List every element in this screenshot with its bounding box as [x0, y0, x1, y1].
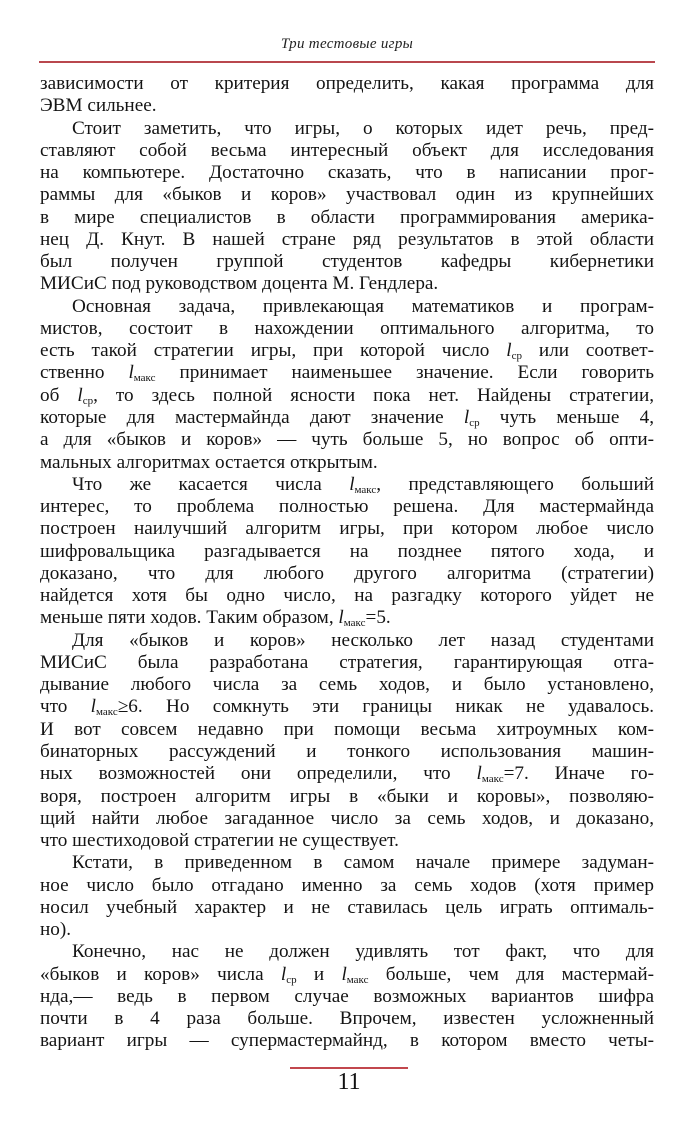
- text-line: Стоит заметить, что игры, о которых идет речь, пред-: [72, 117, 654, 139]
- text-line: найдется хотя бы одно число, на разгадку которого уйдет не: [40, 585, 654, 607]
- text-line: доказано, что для любого другого алгоритма (стратегии): [40, 562, 654, 584]
- text-line: мальных алгоритмах остается открытым.: [40, 451, 378, 473]
- math-variable: $l_{макс}$: [476, 763, 504, 786]
- text-line: И вот совсем недавно при помощи весьма хитроумных ком-: [40, 718, 654, 740]
- math-variable: $l_{макс}$: [349, 473, 377, 496]
- text-line: нец Д. Кнут. В нашей стране ряд результатов в этой области: [40, 228, 654, 250]
- text-line: носил учебный характер и не ставилась цель играть оптималь-: [40, 896, 654, 918]
- text-line: МИСиС была разработана стратегия, гарантирующая отга-: [40, 651, 654, 673]
- text-line: был получен группой студентов кафедры кибернетики: [40, 251, 654, 273]
- paragraph: [40, 630, 654, 853]
- text-line: мистов, состоит в нахождении оптимального алгоритма, то: [40, 317, 654, 339]
- text-line: ственно $l_{макс}$ принимает наименьшее значение. Если говорить: [40, 362, 654, 385]
- math-variable: $l_{ср}$: [506, 340, 523, 363]
- math-variable: $l_{макс}$: [90, 696, 118, 719]
- text-line: Конечно, нас не должен удивлять тот факт, что для: [72, 941, 654, 963]
- paragraph: [40, 296, 654, 474]
- text-line: МИСиС под руководством доцента М. Гендлера.: [40, 273, 439, 295]
- math-variable: $l_{ср}$: [77, 384, 94, 407]
- text-line: раммы для «быков и коров» участвовал один из крупнейших: [40, 184, 654, 206]
- math-variable: $l_{макс}$: [341, 963, 369, 986]
- text-line: меньше пяти ходов. Таким образом, $l_{макс}=5$.: [40, 607, 391, 630]
- math-variable: $l_{макс}$: [338, 607, 366, 630]
- text-line: Для «быков и коров» несколько лет назад студентами: [72, 629, 654, 651]
- text-line: щий найти любое загаданное число за семь ходов, и доказано,: [40, 807, 654, 829]
- text-line: что шестиходовой стратегии не существует.: [40, 830, 399, 852]
- text-line: ное число было отгадано именно за семь ходов (хотя пример: [40, 874, 654, 896]
- text-line: бинаторных рассуждений и тонкого использования машин-: [40, 740, 654, 762]
- text-line: об $l_{ср}$, то здесь полной ясности пока нет. Найдены стратегии,: [40, 384, 655, 407]
- running-head: Три тестовые игры: [280, 36, 414, 52]
- paragraph: [40, 941, 654, 1052]
- paragraph: [40, 474, 654, 630]
- header-rule: [39, 61, 655, 63]
- text-line: Основная задача, привлекающая математиков и програм-: [72, 295, 654, 317]
- text-line: Что же касается числа $l_{макс}$, представляющего больший: [72, 473, 654, 496]
- paragraph: [40, 118, 654, 296]
- text-line: которые для мастермайнда дают значение $l_{ср}$ чуть меньше 4,: [40, 406, 654, 429]
- paragraph: [40, 73, 654, 118]
- text-line: нда,— ведь в первом случае возможных вариантов шифра: [40, 985, 654, 1007]
- text-line: ных возможностей они определили, что $l_{макс}=7$. Иначе го-: [40, 763, 654, 786]
- text-line: зависимости от критерия определить, какая программа для: [40, 73, 654, 94]
- paragraph: [40, 852, 654, 941]
- text-line: в мире специалистов в области программирования америка-: [40, 206, 654, 228]
- text-line: ЭВМ сильнее.: [40, 95, 157, 117]
- page-number: 11: [337, 1069, 361, 1095]
- math-variable: $l_{ср}$: [463, 406, 480, 429]
- math-variable: $l_{ср}$: [280, 963, 297, 986]
- text-line: воря, построен алгоритм игры в «быки и коровы», позволяю-: [40, 785, 654, 807]
- text-line: есть такой стратегии игры, при которой число $l_{ср}$ или соответ-: [40, 340, 654, 363]
- text-line: на компьютере. Достаточно сказать, что в написании прог-: [40, 162, 654, 184]
- text-line: но).: [40, 919, 72, 941]
- text-line: ставляют собой весьма интересный объект для исследования: [40, 139, 654, 161]
- text-line: «быков и коров» числа $l_{ср}$ и $l_{макс}$ больше, чем для мастермай-: [40, 963, 654, 986]
- body-text: [40, 73, 654, 1053]
- text-line: вариант игры — супермастермайнд, в котором вместо четы-: [40, 1030, 654, 1052]
- text-line: что $l_{макс}\ge 6$. Но сомкнуть эти границы никак не удавалось.: [40, 696, 654, 719]
- text-line: построен наилучший алгоритм игры, при котором любое число: [40, 518, 654, 540]
- text-line: дывание любого числа за семь ходов, и было установлено,: [40, 674, 654, 696]
- text-line: а для «быков и коров» — чуть больше 5, но вопрос об опти-: [40, 429, 654, 451]
- text-line: шифровальщика разгадывается на позднее пятого хода, и: [40, 540, 654, 562]
- text-line: интерес, то проблема полностью решена. Для мастермайнда: [40, 496, 654, 518]
- text-line: Кстати, в приведенном в самом начале примере задуман-: [72, 852, 654, 874]
- math-variable: $l_{макс}$: [128, 362, 156, 385]
- text-line: почти в 4 раза больше. Впрочем, известен усложненный: [40, 1008, 654, 1030]
